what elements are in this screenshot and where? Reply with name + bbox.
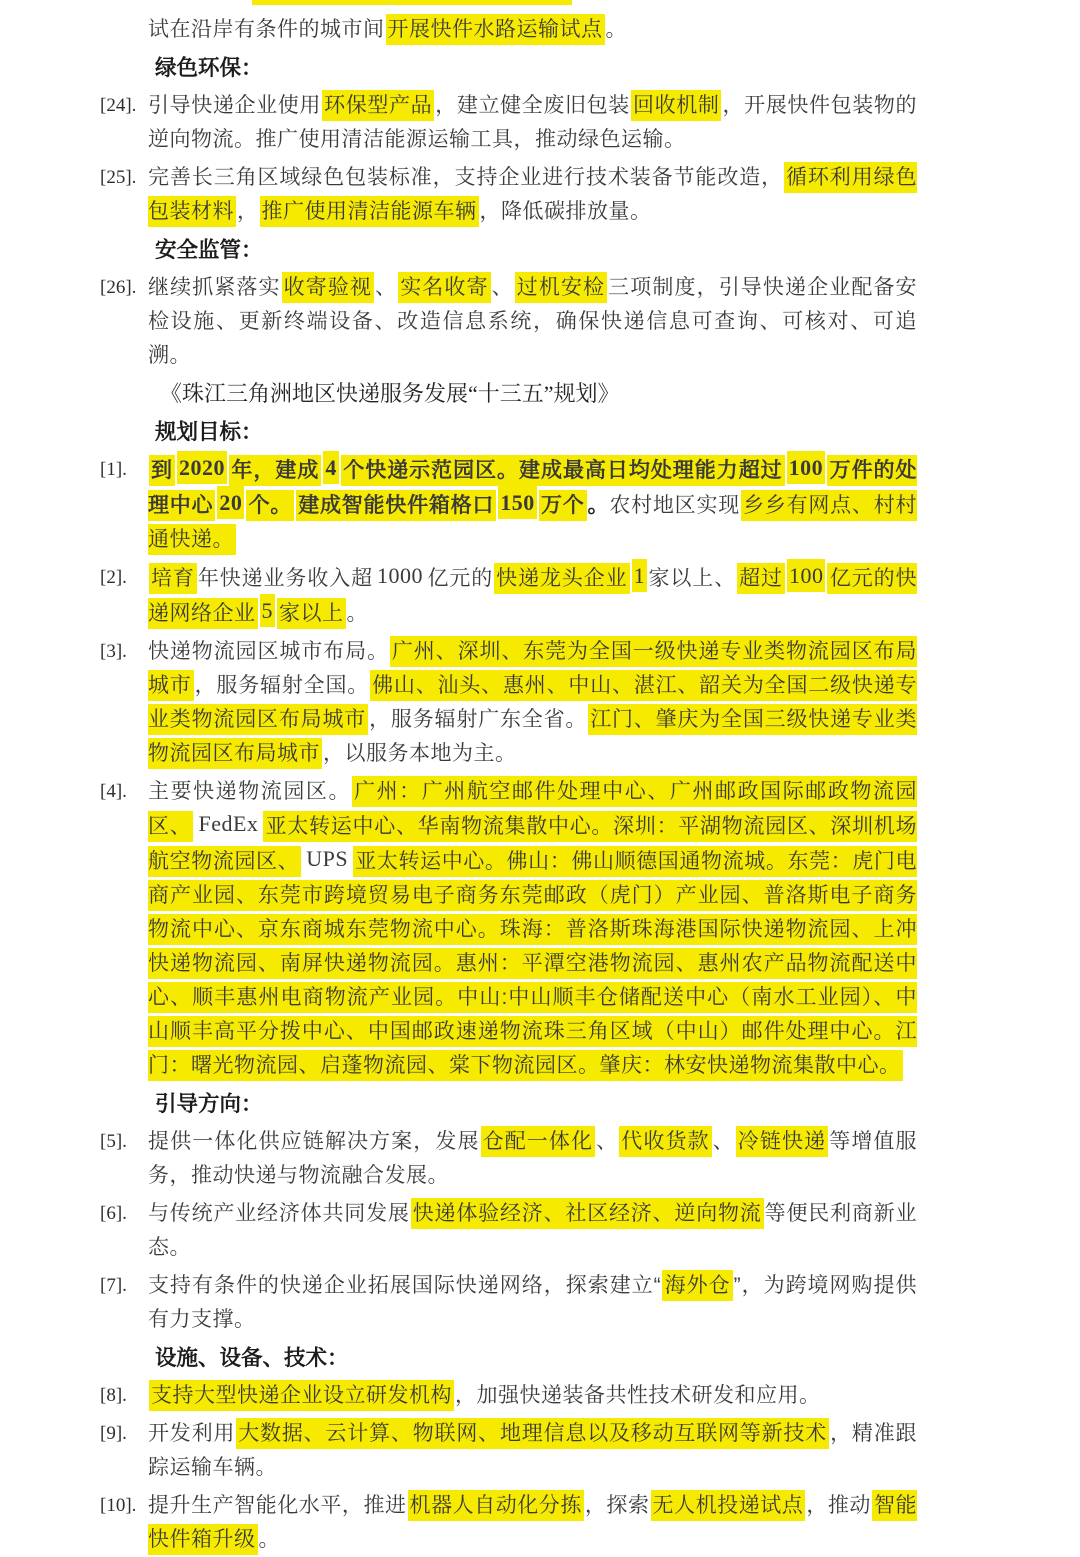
highlight-run: 亚太转运中心、华南物流集散中心。深圳：平湖物流园区、深圳机场航空物流园区、 xyxy=(148,811,917,877)
highlight-run: 100 xyxy=(787,451,826,484)
highlight-run: 20 xyxy=(217,486,244,519)
highlight-run: 过机安检 xyxy=(515,272,607,303)
section-heading: 设施、设备、技术： xyxy=(155,1346,349,1370)
highlight-run: 1 xyxy=(632,559,648,592)
list-item xyxy=(100,1379,917,1413)
item-text xyxy=(148,453,917,557)
item-text xyxy=(148,1197,917,1265)
highlight-run: 万个 xyxy=(539,490,587,521)
highlight-run: 4 xyxy=(323,451,339,484)
highlight-run: 亚太转运中心。佛山：佛山顺德国通物流城。东莞：虎门电商产业园、东莞市跨境贸易电子商务东莞邮政（虎门）产业园、普洛斯电子商务物流中心、京东商城东莞物流中心。珠海：普洛斯珠海港国际快递物流园、上冲快递物流园、南屏快递物流园。惠州：平潭空港物流园、惠州农产品物流配送中心、顺丰惠州电商物流产业园。中山:中山顺丰仓储配送中心（南水工业园）、中山顺丰高平分拨中心、中国邮政速递物流珠三角区域（中山）邮件处理中心。江门：曙光物流园、启蓬物流园、棠下物流园区。肇庆：林安快递物流集散中心。 xyxy=(148,846,917,1081)
highlight-run: 家以上 xyxy=(277,598,346,629)
text-run: ，推动 xyxy=(806,1494,871,1517)
highlight-run: 冷链快递 xyxy=(736,1126,828,1157)
item-label: [8]. xyxy=(100,1385,127,1406)
highlight-run: 收寄验视 xyxy=(282,272,374,303)
list-item xyxy=(100,453,917,557)
text-run: 快递物流园区城市布局。 xyxy=(148,640,389,663)
text-run: 等增值服务，推动快递与物流融合发展。 xyxy=(148,1130,918,1187)
item-text xyxy=(148,1489,917,1557)
highlight-run: 开展快件水路运输试点 xyxy=(386,14,605,45)
text-run: 提升生产智能化水平，推进 xyxy=(148,1494,407,1517)
item-label: [7]. xyxy=(100,1275,127,1296)
list-item xyxy=(100,561,917,631)
highlight-run: 回收机制 xyxy=(631,90,722,121)
item-text xyxy=(148,1417,917,1485)
highlight-run: 年，建成 xyxy=(229,455,321,486)
highlight-run: 快递龙头企业 xyxy=(494,563,629,594)
list-item xyxy=(100,13,917,47)
text-run: 1000 xyxy=(377,563,424,588)
highlight-run: 推广使用清洁能源车辆 xyxy=(260,196,479,227)
highlight-run: 机器人自动化分拣 xyxy=(408,1490,584,1521)
text-run: ，探索 xyxy=(584,1494,650,1517)
text-run: 亿元的 xyxy=(427,567,494,590)
list-item xyxy=(100,1269,917,1337)
text-run: 家以上、 xyxy=(648,567,737,590)
highlight-run: 仓配一体化 xyxy=(481,1126,596,1157)
highlight-run: 实名收寄 xyxy=(398,272,490,303)
text-run: 。 xyxy=(605,18,627,41)
section-heading: 引导方向： xyxy=(155,1092,263,1116)
item-text xyxy=(148,775,917,1083)
list-item xyxy=(100,161,917,229)
item-label: [10]. xyxy=(100,1495,137,1516)
cutoff-highlight-strip xyxy=(252,0,572,5)
text-run: ，服务辐射广东全省。 xyxy=(369,708,588,731)
list-item xyxy=(100,1489,917,1557)
highlight-run: 亿元的快递网络企业 xyxy=(148,563,917,629)
item-label: [4]. xyxy=(100,781,127,802)
doc-title: 《珠江三角洲地区快递服务发展“十三五”规划》 xyxy=(160,381,620,406)
section-heading: 绿色环保： xyxy=(155,56,263,80)
text-run: ，以服务本地为主。 xyxy=(323,742,517,765)
text-run: 、 xyxy=(375,276,398,299)
highlight-run: 支持大型快递企业设立研发机构 xyxy=(149,1380,454,1411)
text-run: ”，为跨境网购提供有力支撑。 xyxy=(148,1274,918,1331)
text-run: 。 xyxy=(258,1528,280,1551)
highlight-run: 乡乡有网点、村村通快递。 xyxy=(148,490,917,555)
highlight-run: 2020 xyxy=(177,451,227,484)
text-run: 等便民利商新业态。 xyxy=(148,1202,918,1259)
text-run: FedEx xyxy=(198,811,259,836)
item-text xyxy=(148,161,917,229)
text-run: ，精准跟踪运输车辆。 xyxy=(148,1422,918,1479)
highlight-run: 100 xyxy=(787,559,826,592)
text-run: ，加强快递装备共性技术研发和应用。 xyxy=(455,1384,821,1407)
item-text xyxy=(148,561,917,631)
highlight-run: 广州：广州航空邮件处理中心、广州邮政国际邮政物流园区、 xyxy=(148,776,917,842)
text-run: ，降低碳排放量。 xyxy=(479,200,652,223)
highlight-run: 150 xyxy=(498,486,537,519)
list-item xyxy=(100,89,917,157)
section-heading: 安全监管： xyxy=(155,238,263,262)
highlight-run: 个。 xyxy=(246,490,294,521)
text-run: 继续抓紧落实 xyxy=(148,276,281,299)
text-run: 完善长三角区域绿色包装标准，支持企业进行技术装备节能改造， xyxy=(148,166,784,189)
item-text xyxy=(148,1379,917,1413)
text-run: 年快递业务收入超 xyxy=(197,567,374,590)
text-run: ， xyxy=(237,200,259,223)
text-run: 、 xyxy=(596,1130,619,1153)
text-run: 、 xyxy=(712,1130,735,1153)
highlight-run: 超过 xyxy=(737,563,785,594)
item-label: [25]. xyxy=(100,167,137,188)
text-run: ，服务辐射全国。 xyxy=(194,674,370,697)
item-text xyxy=(148,635,917,771)
text-run: 与传统产业经济体共同发展 xyxy=(148,1202,410,1225)
item-label: [24]. xyxy=(100,95,137,116)
highlight-run: 培育 xyxy=(149,563,197,594)
highlight-run: 广州、深圳、东莞为全国一级快递专业类物流园区布局城市 xyxy=(148,636,917,701)
section-heading: 规划目标： xyxy=(155,420,263,444)
item-label: [9]. xyxy=(100,1423,127,1444)
highlight-run: 个快递示范园区。建成最高日均处理能力超过 xyxy=(341,455,785,486)
text-run: 提供一体化供应链解决方案，发展 xyxy=(148,1130,480,1153)
item-text xyxy=(148,1125,917,1193)
text-run: 开发利用 xyxy=(148,1422,236,1445)
highlight-run: 环保型产品 xyxy=(322,90,434,121)
item-label: [2]. xyxy=(100,567,127,588)
text-run: ，建立健全废旧包装 xyxy=(435,94,630,117)
item-label: [1]. xyxy=(100,459,127,480)
highlight-run: 大数据、云计算、物联网、地理信息以及移动互联网等新技术 xyxy=(236,1418,829,1449)
text-run: 引导快递企业使用 xyxy=(148,94,322,117)
highlight-run: 无人机投递试点 xyxy=(651,1490,806,1521)
text-run: 主要快递物流园区。 xyxy=(148,780,352,803)
highlight-run: 建成智能快件箱格口 xyxy=(296,490,496,521)
item-text xyxy=(148,1269,917,1337)
list-item xyxy=(100,271,917,373)
list-item xyxy=(100,1197,917,1265)
item-text xyxy=(148,13,917,47)
text-run: 。 xyxy=(346,602,368,625)
highlight-run: 快递体验经济、社区经济、逆向物流 xyxy=(411,1198,764,1229)
text-run: 试在沿岸有条件的城市间 xyxy=(148,18,385,41)
list-item xyxy=(100,775,917,1083)
list-item xyxy=(100,1125,917,1193)
text-run: UPS xyxy=(306,846,349,871)
highlight-run: 5 xyxy=(260,594,276,627)
list-item xyxy=(100,635,917,771)
highlight-run: 智能快件箱升级 xyxy=(148,1490,917,1555)
item-label: [6]. xyxy=(100,1203,127,1224)
text-run: 支持有条件的快递企业拓展国际快递网络，探索建立“ xyxy=(148,1274,662,1297)
highlight-run: 万件的处理中心 xyxy=(148,455,917,521)
text-run: ，开展快件包装物的逆向物流。推广使用清洁能源运输工具，推动绿色运输。 xyxy=(148,94,918,151)
text-run: 、 xyxy=(491,276,514,299)
item-text xyxy=(148,271,917,373)
item-label: [3]. xyxy=(100,641,127,662)
text-run: 。 xyxy=(587,494,610,517)
item-label: [5]. xyxy=(100,1131,127,1152)
highlight-run: 到 xyxy=(149,455,175,486)
highlight-run: 江门、肇庆为全国三级快递专业类物流园区布局城市 xyxy=(148,704,917,769)
highlight-run: 佛山、汕头、惠州、中山、湛江、韶关为全国二级快递专业类物流园区布局城市 xyxy=(148,670,917,735)
highlight-run: 代收货款 xyxy=(619,1126,711,1157)
item-label: [26]. xyxy=(100,277,137,298)
list-item xyxy=(100,1417,917,1485)
highlight-run: 循环利用绿色包装材料 xyxy=(148,162,917,227)
item-text xyxy=(148,89,917,157)
text-run: 三项制度，引导快递企业配备安检设施、更新终端设备、改造信息系统，确保快递信息可查询、可核对、可追溯。 xyxy=(148,276,918,367)
text-run: 农村地区实现 xyxy=(609,494,741,517)
highlight-run: 海外仓 xyxy=(662,1270,732,1301)
